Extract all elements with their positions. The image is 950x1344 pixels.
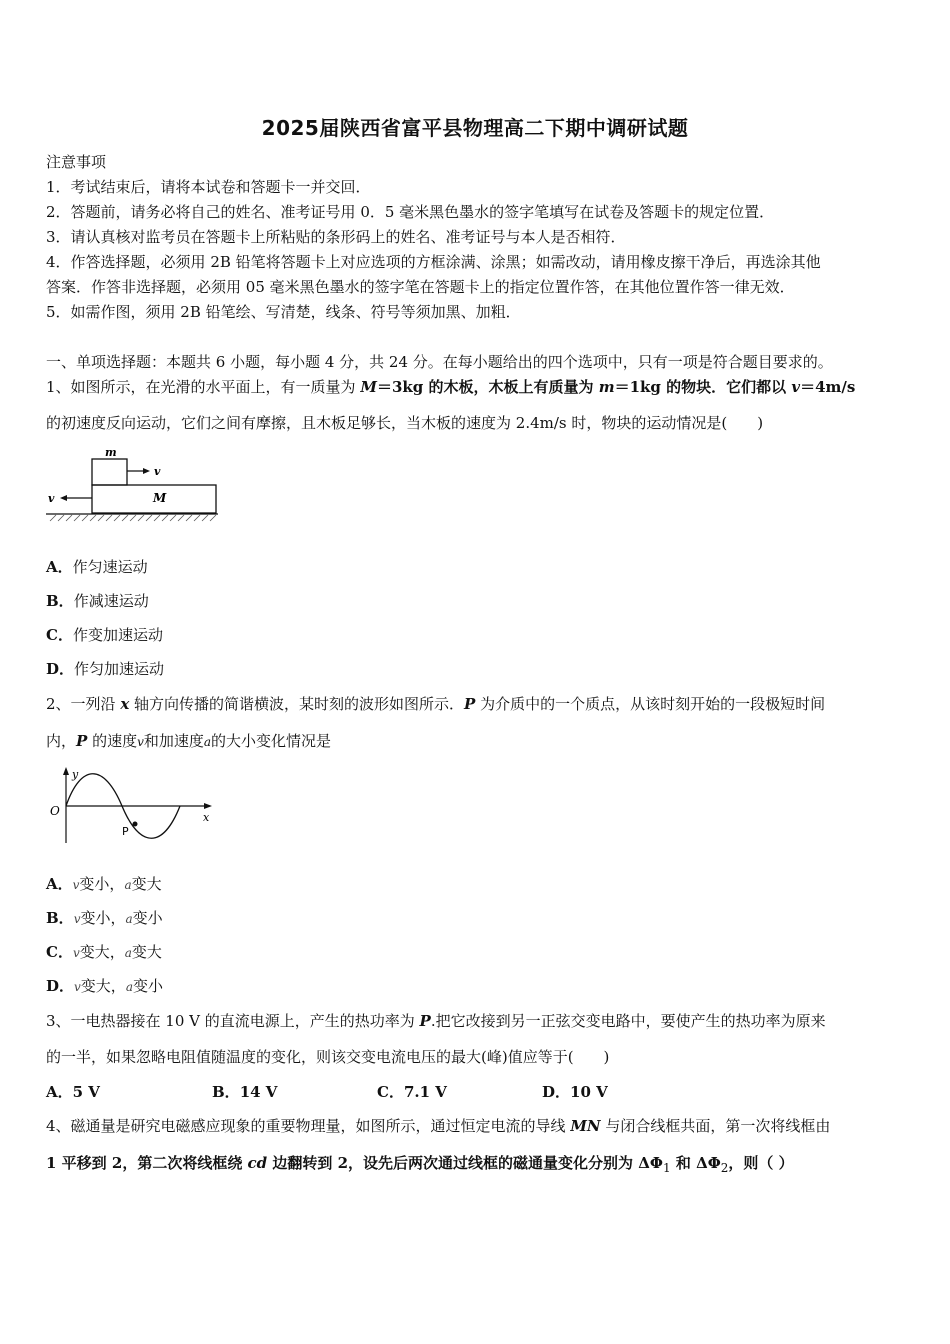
notice-item-3: 3．请认真核对监考员在答题卡上所粘贴的条形码上的姓名、准考证号与本人是否相符． [46,228,626,246]
q2-option-c[interactable] [46,942,162,963]
q3-option-c[interactable] [377,1082,447,1102]
option-text: 变小， [79,875,125,893]
q4-var-MN: MN [570,1117,601,1135]
q3-text: .把它改接到另一正弦交变电路中，要使产生的热功率为原来 [430,1012,826,1030]
q2-text: 2、一列沿 [46,695,121,713]
q2-stem-line2 [46,731,331,752]
q2-text: 的速度 [87,732,138,750]
option-var-a: a [125,912,133,926]
notice-item-2: 2．答题前，请务必将自己的姓名、准考证号用 0．5 毫米黑色墨水的签字笔填写在试卷及答题卡的规定位置． [46,203,775,221]
option-var-a: a [124,878,132,892]
option-text: 变大， [79,943,125,961]
fig-label-x: x [203,811,210,824]
q2-var-v: v [137,735,144,749]
q1-option-b[interactable] [46,591,149,611]
q1-var-v: v [791,378,801,396]
fig-label-y: y [72,768,79,781]
q3-option-b[interactable] [212,1082,277,1102]
option-text: 变大， [80,977,126,995]
fig-label-P: P [122,825,129,838]
option-text: 10 V [570,1083,608,1101]
q1-stem-line2: 的初速度反向运动，它们之间有摩擦，且木板足够长，当木板的速度为 2.4m/s 时，物块的运动情况是( ) [46,414,764,432]
option-key: B． [212,1083,240,1101]
option-text: 变大 [131,943,162,961]
option-key: A． [46,875,73,893]
option-key: A． [46,1083,73,1101]
q2-figure-wave [46,765,221,845]
q2-var-P: P [76,732,88,750]
option-var-v: v [74,980,81,994]
option-text: 作变加速运动 [72,626,163,644]
q2-stem-line1 [46,694,825,714]
q1-text: ＝3kg 的木板，木板上有质量为 [376,378,599,396]
option-var-a: a [125,980,133,994]
fig-label-M: M [153,491,167,505]
q4-var-cd: cd [247,1154,268,1172]
fig-label-v-left: v [48,492,55,505]
q3-text: 3、一电热器接在 10 V 的直流电源上，产生的热功率为 [46,1012,420,1030]
q2-text: 的大小变化情况是 [211,732,332,750]
option-text: 作匀速运动 [72,558,148,576]
option-text: 变小 [132,909,163,927]
q1-text: ＝4m/s [800,378,856,396]
q2-option-d[interactable] [46,976,163,997]
q3-option-a[interactable] [46,1082,100,1102]
q4-subscript: 2 [720,1161,729,1175]
option-key: D． [46,977,75,995]
option-key: D． [542,1083,571,1101]
q2-option-b[interactable] [46,908,163,929]
option-var-v: v [72,878,80,892]
option-key: B． [46,592,74,610]
option-var-v: v [72,946,80,960]
q4-stem-line1 [46,1116,830,1136]
q2-var-a: a [203,735,212,749]
q1-text: 1、如图所示，在光滑的水平面上，有一质量为 [46,378,361,396]
option-text: 5 V [72,1083,100,1101]
option-text: 作减速运动 [73,592,149,610]
option-text: 7.1 V [403,1083,447,1101]
option-key: C． [46,626,73,644]
option-text: 变大 [131,875,162,893]
q4-text: 1 平移到 2，第二次将线框绕 [46,1154,248,1172]
q2-text: 内， [46,732,77,750]
q1-stem-line1 [46,377,855,397]
q3-var-P: P [419,1012,431,1030]
point-P [133,822,138,827]
q1-var-M: M [360,378,377,396]
q4-stem-line2 [46,1153,794,1178]
option-text: 变小， [80,909,126,927]
q1-option-c[interactable] [46,625,163,645]
q1-figure-block-on-board [46,444,221,524]
q2-text: 为介质中的一个质点，从该时刻开始的一段极短时间 [475,695,826,713]
q4-text: 和 ΔΦ [670,1154,721,1172]
q3-stem-line2: 的一半，如果忽略电阻值随温度的变化，则该交变电流电压的最大(峰)值应等于( ) [46,1048,610,1066]
q3-stem-line1 [46,1011,826,1031]
option-key: B． [46,909,74,927]
fig-label-v-top: v [154,465,161,478]
q4-text: ，则（ ） [728,1154,794,1172]
q4-text: 与闭合线框共面，第一次将线框由 [600,1117,831,1135]
fig-label-origin: O [50,804,60,818]
block-m [92,459,127,485]
option-text: 作匀加速运动 [74,660,165,678]
option-var-v: v [73,912,81,926]
q4-text: 4、磁通量是研究电磁感应现象的重要物理量，如图所示，通过恒定电流的导线 [46,1117,571,1135]
option-key: D． [46,660,75,678]
option-key: A． [46,558,73,576]
section-heading: 一、单项选择题：本题共 6 小题，每小题 4 分，共 24 分。在每小题给出的四个选项中，只有一项是符合题目要求的。 [46,353,833,371]
q1-option-d[interactable] [46,659,164,679]
q1-option-a[interactable] [46,557,148,577]
q2-var-x: x [120,695,130,713]
q4-subscript: 1 [662,1161,671,1175]
q2-var-P: P [464,695,476,713]
option-var-a: a [124,946,132,960]
option-key: C． [46,943,73,961]
q1-var-m: m [598,378,615,396]
notice-item-4-cont: 答案．作答非选择题，必须用 05 毫米黑色墨水的签字笔在答题卡上的指定位置作答，在其他位置作答一律无效． [46,278,795,296]
option-text: 变小 [132,977,163,995]
fig-label-m: m [105,446,117,459]
notice-heading: 注意事项 [46,153,107,171]
q2-text: 轴方向传播的简谐横波，某时刻的波形如图所示． [129,695,465,713]
q2-option-a[interactable] [46,874,162,895]
notice-item-4: 4．作答选择题，必须用 2B 铅笔将答题卡上对应选项的方框涂满、涂黑；如需改动，请用橡皮擦干净后，再选涂其他 [46,253,821,271]
option-text: 14 V [239,1083,278,1101]
page-title: 2025届陕西省富平县物理高二下期中调研试题 [261,116,689,140]
option-key: C． [377,1083,404,1101]
q3-option-d[interactable] [542,1082,608,1102]
q1-text: ＝1kg 的物块．它们都以 [614,378,792,396]
notice-item-5: 5．如需作图，须用 2B 铅笔绘、写清楚，线条、符号等须加黑、加粗． [46,303,521,321]
notice-item-1: 1．考试结束后，请将本试卷和答题卡一并交回． [46,178,371,196]
q4-text: 边翻转到 2，设先后两次通过线框的磁通量变化分别为 ΔΦ [267,1154,663,1172]
q2-text: 和加速度 [143,732,204,750]
